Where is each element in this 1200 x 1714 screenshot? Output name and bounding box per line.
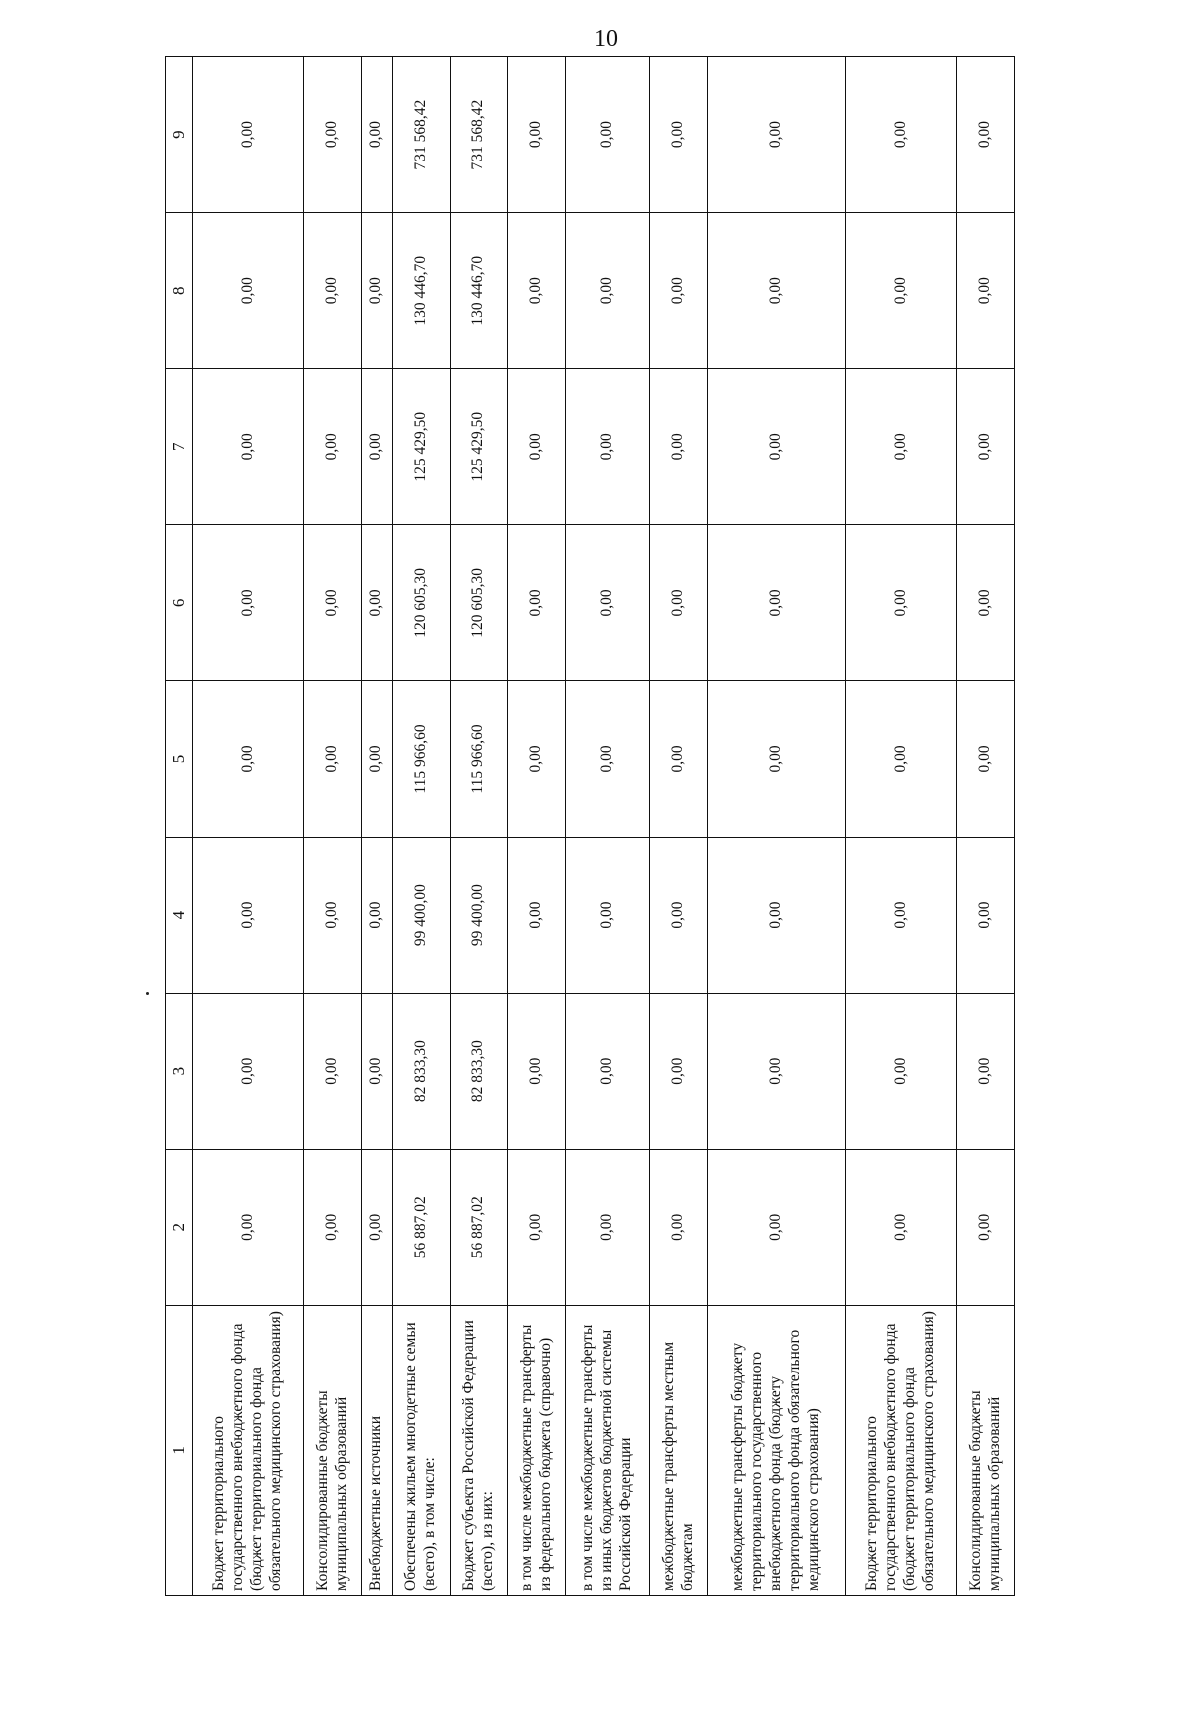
- value-cell: 0,00: [508, 57, 566, 213]
- value-cell: 0,00: [957, 57, 1015, 213]
- value-cell: 0,00: [846, 681, 957, 837]
- value-cell: 0,00: [846, 369, 957, 525]
- value-cell: 0,00: [361, 1149, 392, 1305]
- value-cell: 0,00: [708, 837, 846, 993]
- value-cell: 0,00: [846, 837, 957, 993]
- value-cell: 0,00: [708, 993, 846, 1149]
- value-cell: 0,00: [304, 369, 362, 525]
- column-header-1: 1: [166, 1305, 193, 1595]
- value-cell: 0,00: [846, 57, 957, 213]
- value-cell: 0,00: [565, 213, 649, 369]
- table-row: [193, 57, 304, 1596]
- column-header-3: 3: [166, 993, 193, 1149]
- value-cell: 0,00: [193, 993, 304, 1149]
- value-cell: 120 605,30: [392, 525, 450, 681]
- value-cell: 0,00: [361, 681, 392, 837]
- value-cell: 56 887,02: [450, 1149, 508, 1305]
- value-cell: 0,00: [565, 57, 649, 213]
- value-cell: 0,00: [508, 1149, 566, 1305]
- table-row: [392, 57, 450, 1596]
- value-cell: 0,00: [650, 993, 708, 1149]
- page-number: 10: [594, 26, 618, 52]
- value-cell: 0,00: [193, 369, 304, 525]
- table-body: [193, 57, 1015, 1596]
- value-cell: 0,00: [193, 213, 304, 369]
- value-cell: 0,00: [565, 837, 649, 993]
- value-cell: 0,00: [193, 57, 304, 213]
- table-row: [508, 57, 566, 1596]
- value-cell: 0,00: [193, 681, 304, 837]
- value-cell: 0,00: [193, 837, 304, 993]
- row-label: в том числе межбюджетные трансферты из федерального бюджета (справочно): [508, 1305, 566, 1595]
- value-cell: 0,00: [508, 837, 566, 993]
- value-cell: 0,00: [565, 525, 649, 681]
- row-label: Обеспечены жильем многодетные семьи (всего), в том числе:: [392, 1305, 450, 1595]
- value-cell: 0,00: [304, 525, 362, 681]
- value-cell: 0,00: [193, 1149, 304, 1305]
- row-label: Бюджет территориального государственного внебюджетного фонда (бюджет территориального фонда обязательного медицинского страхования): [846, 1305, 957, 1595]
- column-header-7: 7: [166, 369, 193, 525]
- row-label: в том числе межбюджетные трансферты из иных бюджетов бюджетной системы Российской Федерации: [565, 1305, 649, 1595]
- value-cell: 0,00: [304, 993, 362, 1149]
- value-cell: 0,00: [957, 993, 1015, 1149]
- value-cell: 0,00: [650, 837, 708, 993]
- value-cell: 0,00: [708, 213, 846, 369]
- value-cell: 731 568,42: [450, 57, 508, 213]
- budget-table: [165, 56, 1015, 1596]
- column-header-4: 4: [166, 837, 193, 993]
- value-cell: 0,00: [708, 525, 846, 681]
- value-cell: 0,00: [361, 57, 392, 213]
- table-row: [450, 57, 508, 1596]
- value-cell: 0,00: [650, 1149, 708, 1305]
- value-cell: 0,00: [957, 213, 1015, 369]
- value-cell: 0,00: [650, 213, 708, 369]
- value-cell: 0,00: [708, 681, 846, 837]
- value-cell: 0,00: [193, 525, 304, 681]
- value-cell: 0,00: [508, 993, 566, 1149]
- column-header-9: 9: [166, 57, 193, 213]
- rotated-table-container: [165, 56, 1015, 1596]
- value-cell: 0,00: [650, 57, 708, 213]
- table-row: [650, 57, 708, 1596]
- value-cell: 0,00: [565, 369, 649, 525]
- value-cell: 125 429,50: [392, 369, 450, 525]
- value-cell: 115 966,60: [392, 681, 450, 837]
- value-cell: 0,00: [361, 213, 392, 369]
- value-cell: 130 446,70: [392, 213, 450, 369]
- table-row: [846, 57, 957, 1596]
- value-cell: 0,00: [361, 837, 392, 993]
- value-cell: 0,00: [565, 993, 649, 1149]
- value-cell: 0,00: [565, 1149, 649, 1305]
- value-cell: 0,00: [361, 369, 392, 525]
- row-label: Консолидированные бюджеты муниципальных образований: [957, 1305, 1015, 1595]
- row-label: межбюджетные трансферты местным бюджетам: [650, 1305, 708, 1595]
- value-cell: 0,00: [508, 369, 566, 525]
- value-cell: 0,00: [304, 681, 362, 837]
- value-cell: 0,00: [708, 57, 846, 213]
- value-cell: 0,00: [846, 213, 957, 369]
- value-cell: 0,00: [361, 993, 392, 1149]
- value-cell: 0,00: [650, 681, 708, 837]
- value-cell: 0,00: [508, 681, 566, 837]
- value-cell: 99 400,00: [392, 837, 450, 993]
- value-cell: 0,00: [650, 369, 708, 525]
- value-cell: 0,00: [304, 213, 362, 369]
- value-cell: 0,00: [957, 369, 1015, 525]
- value-cell: 0,00: [846, 1149, 957, 1305]
- row-label: Бюджет субъекта Российской Федерации (всего), из них:: [450, 1305, 508, 1595]
- table-row: [565, 57, 649, 1596]
- table-row: [957, 57, 1015, 1596]
- value-cell: 0,00: [508, 213, 566, 369]
- value-cell: 0,00: [304, 57, 362, 213]
- row-label: Консолидированные бюджеты муниципальных образований: [304, 1305, 362, 1595]
- row-label: Бюджет территориального государственного внебюджетного фонда (бюджет территориального фонда обязательного медицинского страхования): [193, 1305, 304, 1595]
- value-cell: 0,00: [708, 369, 846, 525]
- scan-dot: [146, 992, 149, 995]
- value-cell: 130 446,70: [450, 213, 508, 369]
- value-cell: 0,00: [846, 525, 957, 681]
- row-label: Внебюджетные источники: [361, 1305, 392, 1595]
- value-cell: 0,00: [957, 525, 1015, 681]
- value-cell: 82 833,30: [450, 993, 508, 1149]
- value-cell: 0,00: [304, 837, 362, 993]
- value-cell: 82 833,30: [392, 993, 450, 1149]
- value-cell: 0,00: [957, 1149, 1015, 1305]
- column-header-2: 2: [166, 1149, 193, 1305]
- value-cell: 0,00: [508, 525, 566, 681]
- column-header-6: 6: [166, 525, 193, 681]
- value-cell: 0,00: [708, 1149, 846, 1305]
- table-row: [708, 57, 846, 1596]
- value-cell: 0,00: [846, 993, 957, 1149]
- value-cell: 125 429,50: [450, 369, 508, 525]
- value-cell: 0,00: [957, 681, 1015, 837]
- column-header-5: 5: [166, 681, 193, 837]
- table-row: [304, 57, 362, 1596]
- value-cell: 731 568,42: [392, 57, 450, 213]
- value-cell: 120 605,30: [450, 525, 508, 681]
- row-label: межбюджетные трансферты бюджету территориального государственного внебюджетного фонда (бюджету территориального фонда обязательного медицинского страхования): [708, 1305, 846, 1595]
- value-cell: 0,00: [957, 837, 1015, 993]
- value-cell: 0,00: [361, 525, 392, 681]
- value-cell: 0,00: [565, 681, 649, 837]
- column-header-8: 8: [166, 213, 193, 369]
- value-cell: 99 400,00: [450, 837, 508, 993]
- header-row: [166, 57, 193, 1596]
- value-cell: 0,00: [304, 1149, 362, 1305]
- value-cell: 0,00: [650, 525, 708, 681]
- table-row: [361, 57, 392, 1596]
- value-cell: 115 966,60: [450, 681, 508, 837]
- value-cell: 56 887,02: [392, 1149, 450, 1305]
